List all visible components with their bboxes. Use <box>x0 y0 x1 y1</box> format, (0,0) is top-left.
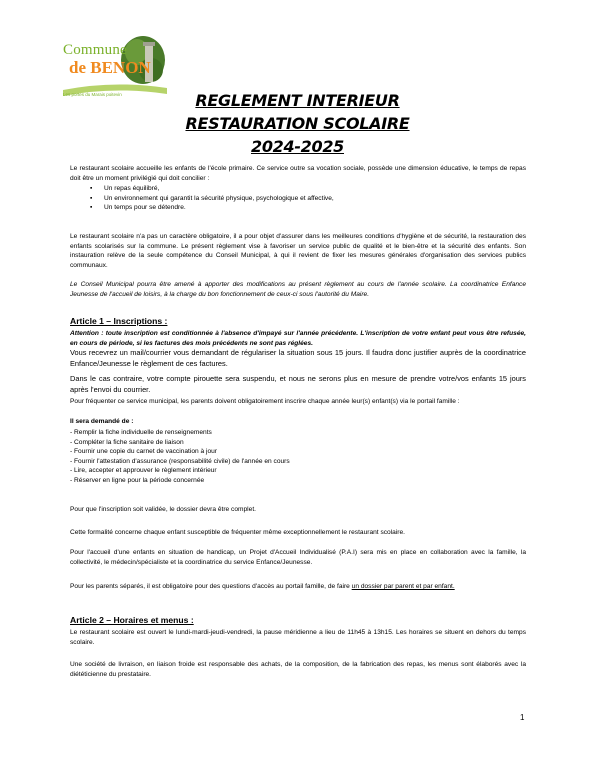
article1-demande: Il sera demandé de : <box>70 418 134 425</box>
article1-attention: Attention : toute inscription est conditionnée à l'absence d'impayé sur l'année précédente. L'inscription de votre enfant peut vous être refusée, en cours de période, si les factures des mois précédents ne sont pas réglées. <box>70 330 526 347</box>
bullet-item: ▪ Un repas équilibré, <box>90 184 490 194</box>
article1-requirements-list <box>70 428 510 485</box>
intro-paragraph-3: Le Conseil Municipal pourra être amené à apporter des modifications au présent règlement au cours de l'année scolaire. La coordinatrice Enfance Jeunesse de l'accueil de loisirs, à la charge du bon fonctionnement de ceux-ci sous l'autorité du Maire. <box>70 281 526 298</box>
list-item: - Lire, accepter et approuver le règlement intérieur <box>70 467 217 474</box>
article1-mail: Vous recevrez un mail/courrier vous demandant de régulariser la situation sous 15 jours. Il faudra donc justifier auprès de la coordinatrice Enfance/Jeunesse le règlement de ces factures. <box>70 348 526 368</box>
article1-validation: Pour que l'inscription soit validée, le dossier devra être complet. <box>70 506 256 513</box>
title-line1: REGLEMENT INTERIEUR <box>195 91 400 110</box>
logo-line1: Commune <box>63 42 127 58</box>
list-item: - Fournir l'attestation d'assurance (responsabilité civile) de l'année en cours <box>70 457 290 465</box>
article2-paragraph-2: Une société de livraison, en liaison froide est responsable des achats, de la composition, de la fabrication des repas, les menus sont élaborés avec la diététicienne du prestataire. <box>70 661 526 678</box>
separes-text: Pour les parents séparés, il est obligatoire pour des questions d'accès au portail famille, de faire <box>70 583 350 590</box>
bullet-item: ▪ Un environnement qui garantit la sécurité physique, psychologique et affective, <box>90 194 490 204</box>
article1-formalite: Cette formalité concerne chaque enfant susceptible de fréquenter même exceptionnellement le restaurant scolaire. <box>70 529 406 536</box>
article1-heading: Article 1 – Inscriptions : <box>70 316 168 326</box>
article1-handicap: Pour l'accueil d'une enfants en situation de handicap, un Projet d'Accueil Individualisé (P.A.I) sera mis en place en collaboration avec la famille, la collectivité, le médecin/spécialiste et la coordinatrice du service Enfance/Jeunesse. <box>70 549 526 566</box>
list-item: - Remplir la fiche individuelle de renseignements <box>70 429 212 436</box>
intro-paragraph-2: Le restaurant scolaire n'a pas un caractère obligatoire, il a pour objet d'assurer dans les meilleures conditions d'hygiène et de sécurité, la restauration des enfants scolarisés sur la commune. Le présent règlement vise à favoriser un service public de qualité et le bien-être et la sécurité des enfants. Son instauration relève de la seule compétence du Conseil Municipal, à qui il revient de fixer les mesures générales d'organisation des services publics communaux. <box>70 233 526 269</box>
bullet-item: ▪ Un temps pour se détendre. <box>90 203 490 213</box>
article2-paragraph-1: Le restaurant scolaire est ouvert le lundi-mardi-jeudi-vendredi, la pause méridienne a lieu de 11h45 à 13h15. Les horaires se situent en dehors du temps scolaire. <box>70 629 526 646</box>
article1-frequent: Pour fréquenter ce service municipal, les parents doivent obligatoirement inscrire chaque année leur(s) enfant(s) via le portail famille : <box>70 398 460 405</box>
list-item: - Fournir une copie du carnet de vaccination à jour <box>70 448 217 455</box>
list-item: - Réserver en ligne pour la période concernée <box>70 476 205 484</box>
list-item: - Compléter la fiche sanitaire de liaison <box>70 438 184 446</box>
article1-suspend: Dans le cas contraire, votre compte pirouette sera suspendu, et nous ne serons plus en mesure de prendre votre/vos enfants 15 jours après l'envoi du courrier. <box>70 374 526 394</box>
page-number: 1 <box>520 713 525 722</box>
title-line3: 2024-2025 <box>250 137 344 156</box>
intro-bullet-list <box>90 184 490 213</box>
article2-heading: Article 2 – Horaires et menus : <box>70 615 194 625</box>
logo-line2: de BENON <box>69 58 151 77</box>
logo-tagline: Les portes du Marais poitevin <box>63 92 122 97</box>
title-line2: RESTAURATION SCOLAIRE <box>185 114 410 133</box>
article1-separes <box>70 582 526 592</box>
intro-paragraph-1: Le restaurant scolaire accueille les enfants de l'école primaire. Ce service outre sa vocation sociale, possède une dimension éducative, le temps de repas doit être un moment privilégié qui doit concilier : <box>70 165 526 182</box>
separes-underlined: un dossier par parent et par enfant. <box>351 583 455 590</box>
